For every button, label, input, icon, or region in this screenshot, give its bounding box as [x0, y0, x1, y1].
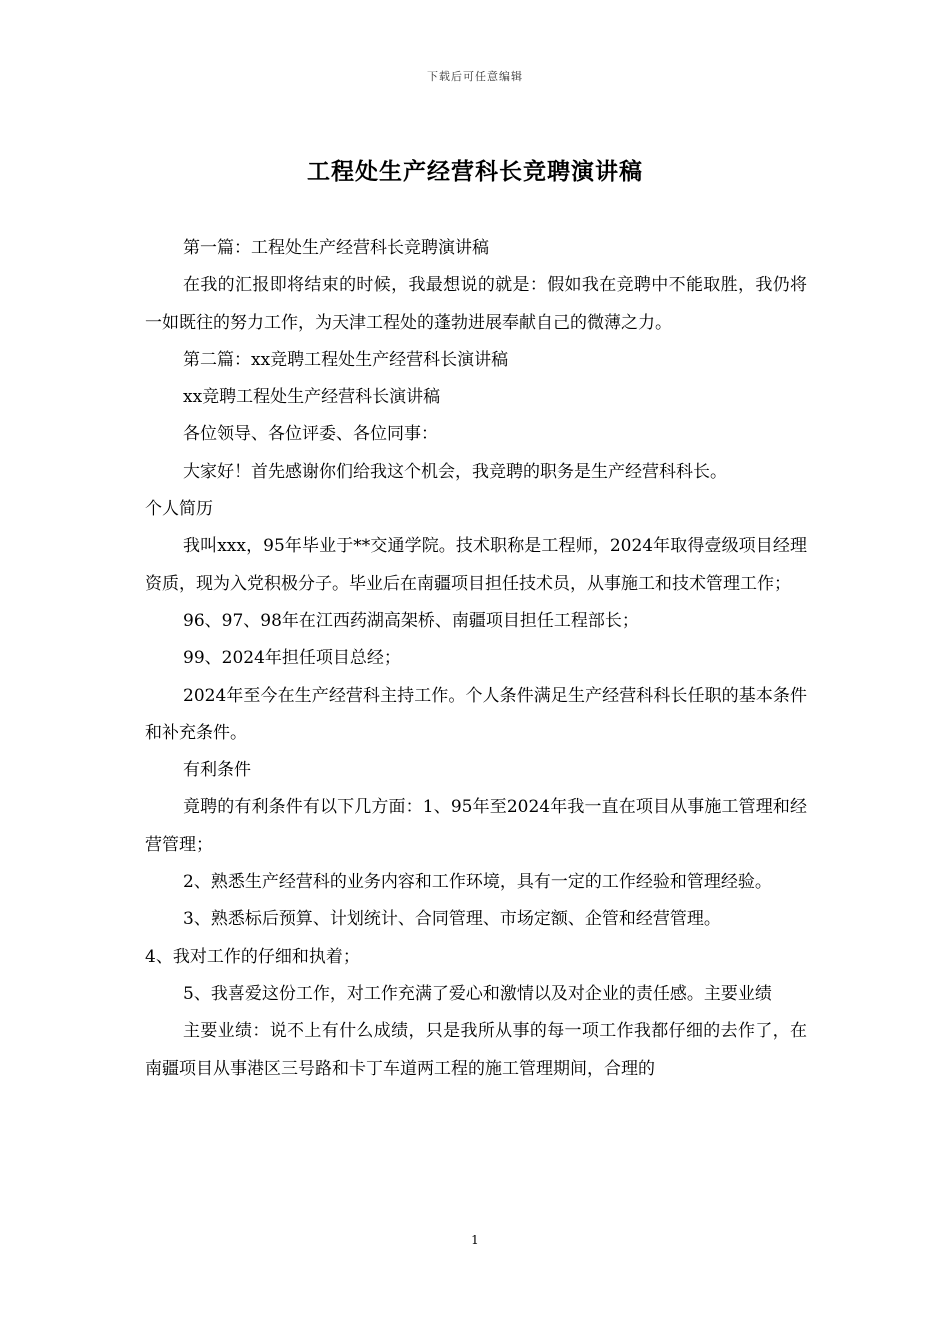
document-body — [145, 230, 807, 1088]
paragraph: 第二篇：xx竞聘工程处生产经营科长演讲稿 — [183, 349, 509, 370]
paragraph: 96、97、98年在江西药湖高架桥、南疆项目担任工程部长； — [183, 610, 639, 631]
section-heading: 个人简历 — [145, 499, 213, 520]
paragraph: 各位领导、各位评委、各位同事： — [183, 424, 438, 445]
paragraph: 大家好！首先感谢你们给我这个机会，我竞聘的职务是生产经营科科长。 — [183, 461, 727, 482]
document-title: 工程处生产经营科长竞聘演讲稿 — [307, 158, 643, 185]
paragraph: 5、我喜爱这份工作，对工作充满了爱心和激情以及对企业的责任感。主要业绩 — [183, 983, 772, 1004]
page-number: 1 — [471, 1233, 479, 1247]
paragraph: 4、我对工作的仔细和执着； — [145, 946, 360, 967]
paragraph: 2、熟悉生产经营科的业务内容和工作环境，具有一定的工作经验和管理经验。 — [183, 872, 772, 893]
paragraph: 竟聘的有利条件有以下几方面：1、95年至2024年我一直在项目从事施工管理和经营管理； — [145, 797, 807, 855]
header-note: 下载后可任意编辑 — [427, 70, 523, 83]
paragraph: xx竞聘工程处生产经营科长演讲稿 — [183, 387, 441, 408]
section-heading: 有利条件 — [183, 760, 251, 781]
paragraph: 99、2024年担任项目总经； — [183, 648, 401, 669]
paragraph: 在我的汇报即将结束的时候，我最想说的就是：假如我在竞聘中不能取胜，我仍将一如既往的努力工作，为天津工程处的蓬勃进展奉献自己的微薄之力。 — [145, 275, 807, 333]
paragraph: 第一篇：工程处生产经营科长竞聘演讲稿 — [183, 238, 489, 258]
paragraph: 2024年至今在生产经营科主持工作。个人条件满足生产经营科科长任职的基本条件和补充条件。 — [145, 685, 807, 743]
paragraph: 我叫xxx，95年毕业于**交通学院。技术职称是工程师，2024年取得壹级项目经理资质，现为入党积极分子。毕业后在南疆项目担任技术员，从事施工和技术管理工作； — [145, 536, 807, 594]
paragraph: 主要业绩：说不上有什么成绩，只是我所从事的每一项工作我都仔细的去作了，在南疆项目从事港区三号路和卡丁车道两工程的施工管理期间，合理的 — [145, 1021, 807, 1079]
paragraph: 3、熟悉标后预算、计划统计、合同管理、市场定额、企管和经营管理。 — [183, 909, 721, 930]
